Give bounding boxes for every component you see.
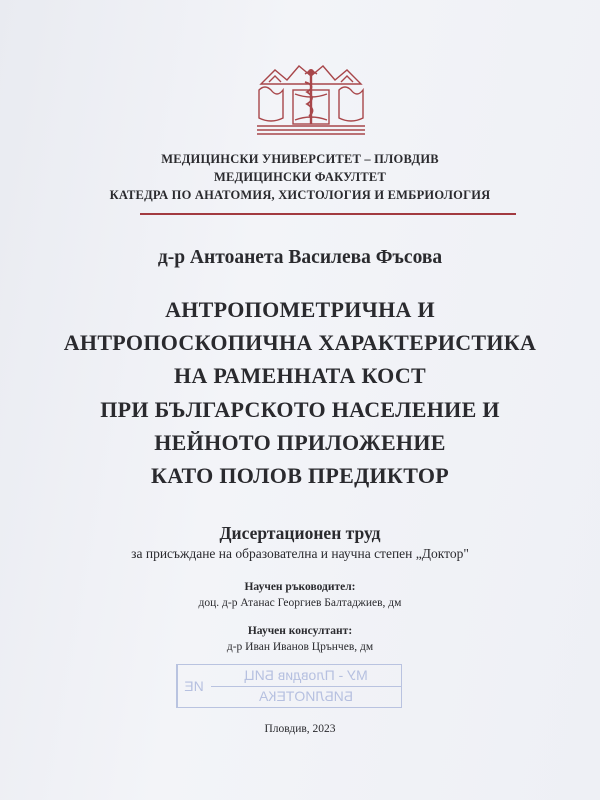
consultant-name: д-р Иван Иванов Црънчев, дм (226, 641, 374, 653)
title-line: АНТРОПОСКОПИЧНА ХАРАКТЕРИСТИКА (63, 330, 537, 355)
supervisor-label: Научен ръководител: (244, 581, 356, 593)
author-name: д-р Антоанета Василева Фъсова (157, 247, 443, 268)
supervisor-name: доц. д-р Атанас Георгиев Балтаджиев, дм (198, 597, 402, 609)
faculty-name: МЕДИЦИНСКИ ФАКУЛТЕТ (213, 170, 386, 184)
place-year: Пловдив, 2023 (264, 723, 336, 735)
title-line: КАТО ПОЛОВ ПРЕДИКТОР (150, 463, 450, 488)
library-stamp (176, 664, 402, 708)
consultant-label: Научен консултант: (247, 625, 353, 637)
header-divider (140, 213, 516, 215)
title-line: НЕЙНОТО ПРИЛОЖЕНИЕ (154, 430, 446, 455)
degree-purpose: за присъждане на образователна и научна степен „Доктор" (131, 546, 469, 561)
university-logo (253, 60, 369, 140)
stamp-line: МУ - Пловдив БИЦ (244, 667, 368, 683)
title-line: АНТРОПОМЕТРИЧНА И (165, 297, 435, 322)
department-name: КАТЕДРА ПО АНАТОМИЯ, ХИСТОЛОГИЯ И ЕМБРИОЛОГИЯ (109, 188, 491, 202)
title-line: НА РАМЕННАТА КОСТ (173, 363, 427, 388)
work-type: Дисертационен труд (219, 523, 381, 543)
university-name: МЕДИЦИНСКИ УНИВЕРСИТЕТ – ПЛОВДИВ (161, 152, 439, 166)
stamp-line: БИБЛИОТЕКА (211, 686, 401, 705)
title-line: ПРИ БЪЛГАРСКОТО НАСЕЛЕНИЕ И (100, 397, 500, 422)
stamp-mark: ИЕ (177, 665, 210, 707)
